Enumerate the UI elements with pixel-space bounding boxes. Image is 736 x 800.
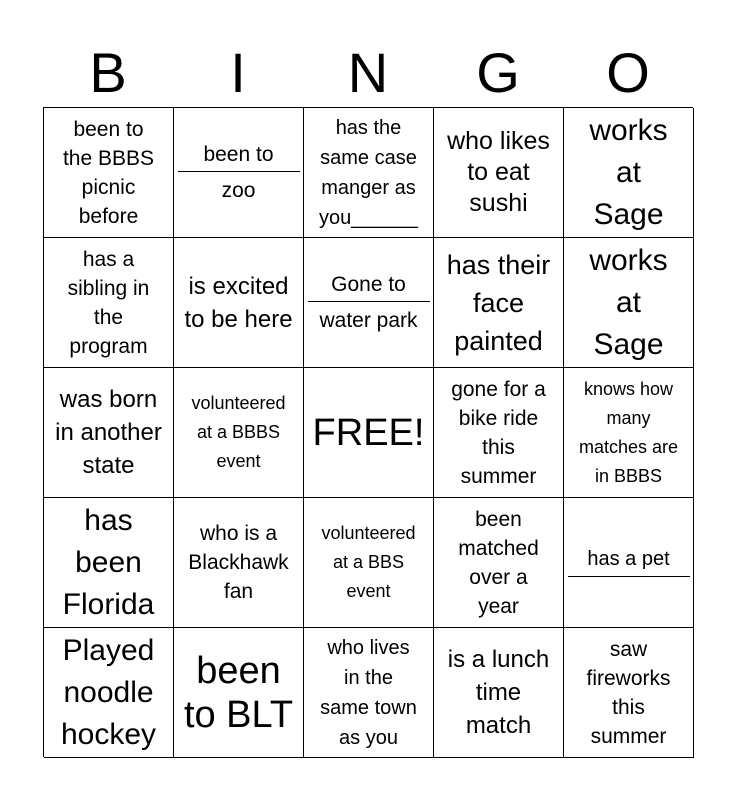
bingo-cell[interactable]: [564, 628, 694, 758]
cell-text: knows how many matches are in BBBS: [578, 378, 679, 486]
cell-text: has a sibling in the program: [67, 247, 150, 358]
bingo-cell[interactable]: [174, 498, 304, 628]
bingo-header: [43, 40, 693, 106]
cell-text: has been Florida: [62, 503, 155, 621]
bingo-cell[interactable]: [174, 368, 304, 498]
bingo-cell[interactable]: [564, 108, 694, 238]
cell-text: has their face painted: [446, 249, 551, 356]
bingo-cell[interactable]: [564, 498, 694, 628]
header-letter-g: G: [476, 41, 520, 104]
bingo-board: [43, 107, 693, 757]
bingo-cell[interactable]: [44, 498, 174, 628]
cell-text: volunteered at a BBS event: [321, 523, 416, 601]
bingo-cell[interactable]: [174, 238, 304, 368]
cell-text: is excited to be here: [184, 272, 293, 333]
bingo-cell[interactable]: [434, 368, 564, 498]
bingo-cell[interactable]: [304, 628, 434, 758]
cell-text: been to the BBBS picnic before: [62, 117, 155, 228]
cell-text: been matched over a year: [458, 507, 539, 618]
cell-text: who is a Blackhawk fan: [188, 522, 289, 603]
bingo-cell[interactable]: [44, 368, 174, 498]
cell-text: been to BLT: [183, 649, 294, 736]
cell-text-after: water park: [319, 309, 418, 332]
cell-text: who lives in the same town as you: [320, 636, 417, 749]
cell-text: works at Sage: [589, 243, 668, 361]
fill-in-blank-line: [308, 301, 430, 302]
bingo-cell[interactable]: [174, 628, 304, 758]
header-letter-o: O: [606, 41, 650, 104]
bingo-cell[interactable]: [434, 628, 564, 758]
cell-text: volunteered at a BBBS event: [191, 393, 286, 471]
bingo-cell[interactable]: [434, 498, 564, 628]
bingo-cell[interactable]: [564, 238, 694, 368]
bingo-cell[interactable]: [434, 238, 564, 368]
header-letter-b: B: [89, 41, 127, 104]
cell-text: FREE!: [312, 411, 425, 454]
free-space-cell[interactable]: [304, 368, 434, 498]
bingo-cell[interactable]: [564, 368, 694, 498]
bingo-cell[interactable]: [304, 498, 434, 628]
cell-text: Played noodle hockey: [60, 633, 157, 751]
bingo-cell[interactable]: [434, 108, 564, 238]
cell-text: Gone to: [331, 273, 406, 296]
bingo-cell[interactable]: [44, 628, 174, 758]
header-letter-n: N: [347, 41, 389, 104]
cell-text: been to: [203, 143, 274, 166]
bingo-cell[interactable]: [44, 108, 174, 238]
cell-text-after: zoo: [221, 179, 256, 202]
cell-text: who likes to eat sushi: [447, 127, 550, 217]
cell-text: works at Sage: [589, 113, 668, 231]
cell-text: is a lunch time match: [447, 646, 550, 739]
cell-text: saw fireworks this summer: [586, 637, 671, 748]
bingo-cell[interactable]: [304, 238, 434, 368]
cell-text: was born in another state: [55, 386, 162, 479]
bingo-cell[interactable]: [44, 238, 174, 368]
bingo-cell[interactable]: [174, 108, 304, 238]
fill-in-blank-line: [568, 576, 690, 577]
cell-text: has the same case manger as you______: [319, 116, 418, 229]
bingo-cell[interactable]: [304, 108, 434, 238]
cell-text: has a pet: [587, 548, 670, 570]
fill-in-blank-line: [178, 171, 300, 172]
header-letter-i: I: [230, 41, 246, 104]
cell-text: gone for a bike ride this summer: [451, 377, 546, 488]
